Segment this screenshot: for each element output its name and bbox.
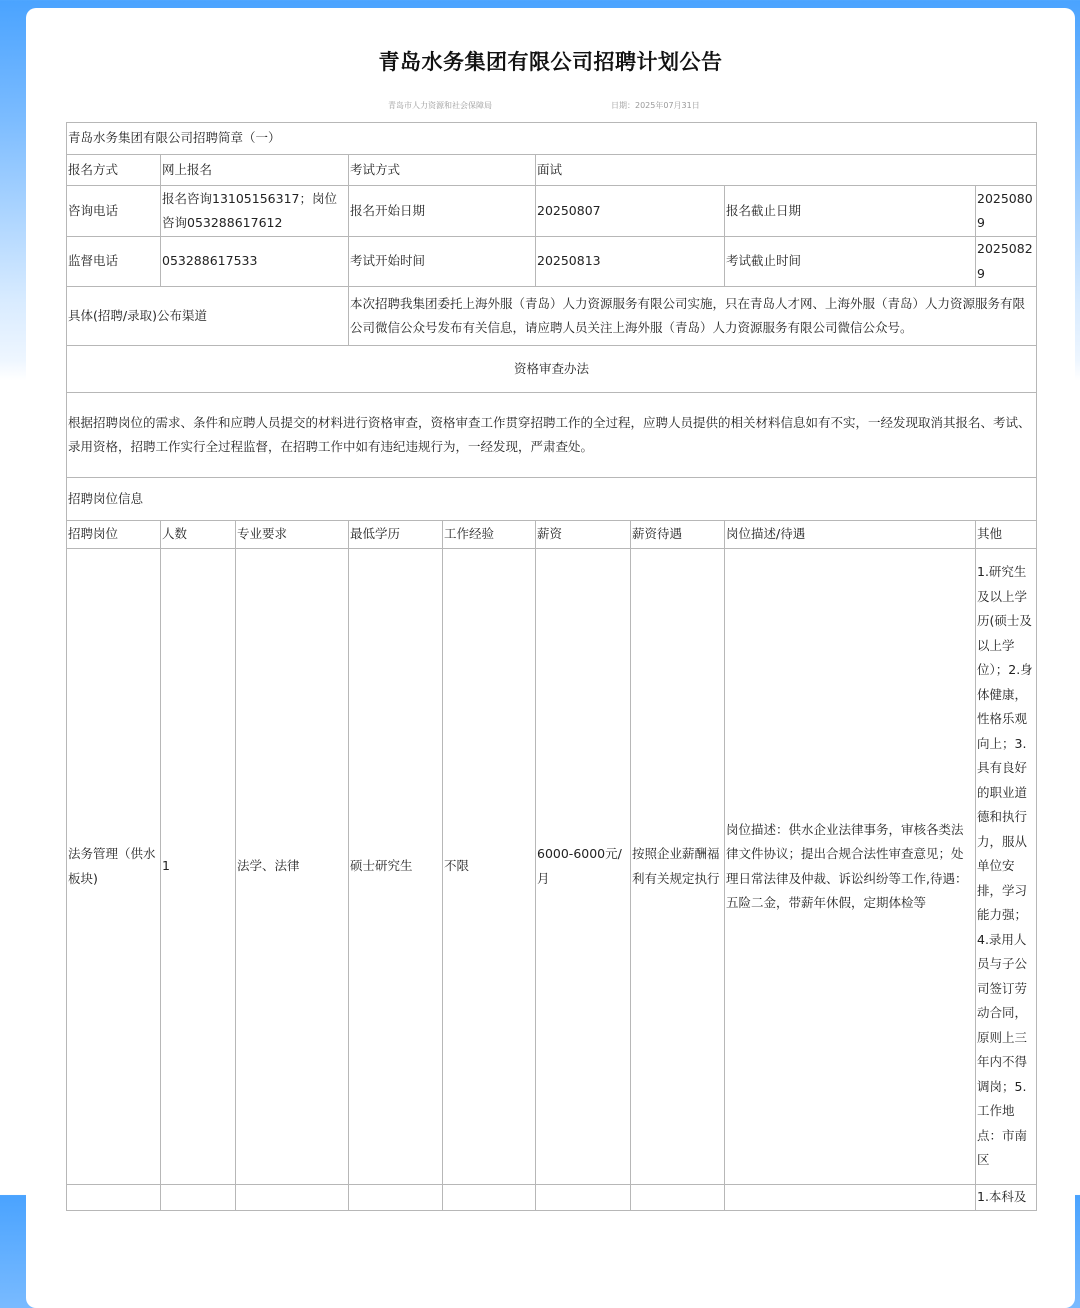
position-name: 法务管理（供水板块) xyxy=(67,549,161,1185)
exam-method-value: 面试 xyxy=(536,155,1037,186)
column-header: 最低学历 xyxy=(349,521,443,549)
page-title: 青岛水务集团有限公司招聘计划公告 xyxy=(378,50,723,74)
column-header: 岗位描述/待遇 xyxy=(725,521,976,549)
signup-end-value: 20250809 xyxy=(976,186,1037,237)
signup-start-label: 报名开始日期 xyxy=(349,186,536,237)
section-title: 青岛水务集团有限公司招聘简章（一） xyxy=(67,123,1037,155)
positions-title: 招聘岗位信息 xyxy=(67,478,1037,521)
positions-title-row xyxy=(67,478,1037,521)
signup-end-label: 报名截止日期 xyxy=(725,186,976,237)
channel-label: 具体(招聘/录取)公布渠道 xyxy=(67,287,349,346)
signup-method-label: 报名方式 xyxy=(67,155,161,186)
major-requirement xyxy=(236,1185,349,1211)
other-requirements: 1.本科及 xyxy=(976,1185,1037,1211)
exam-start-value: 20250813 xyxy=(536,237,725,287)
qualification-title: 资格审查办法 xyxy=(67,346,1037,393)
signup-method-value: 网上报名 xyxy=(161,155,349,186)
signup-row xyxy=(67,155,1037,186)
publisher-label: 青岛市人力资源和社会保障局 xyxy=(388,101,492,110)
work-experience xyxy=(443,1185,536,1211)
exam-method-label: 考试方式 xyxy=(349,155,536,186)
qualification-text: 根据招聘岗位的需求、条件和应聘人员提交的材料进行资格审查，资格审查工作贯穿招聘工作的全过程，应聘人员提供的相关材料信息如有不实，一经发现取消其报名、考试、录用资格，招聘工作实行全过程监督，在招聘工作中如有违纪违规行为，一经发现，严肃查处。 xyxy=(67,393,1037,478)
salary-benefits xyxy=(631,1185,725,1211)
exam-start-label: 考试开始时间 xyxy=(349,237,536,287)
section-title-row xyxy=(67,123,1037,155)
work-experience: 不限 xyxy=(443,549,536,1185)
other-requirements: 1.研究生及以上学历(硕士及以上学位）；2.身体健康，性格乐观向上；3.具有良好的职业道德和执行力，服从单位安排，学习能力强；4.录用人员与子公司签订劳动合同，原则上三年内不得调岗；5.工作地点：市南区 xyxy=(976,549,1037,1185)
table-row xyxy=(67,1185,1037,1211)
consult-phone-label: 咨询电话 xyxy=(67,186,161,237)
headcount: 1 xyxy=(161,549,236,1185)
channel-value: 本次招聘我集团委托上海外服（青岛）人力资源服务有限公司实施，只在青岛人才网、上海外服（青岛）人力资源服务有限公司微信公众号发布有关信息，请应聘人员关注上海外服（青岛）人力资源服务有限公司微信公众号。 xyxy=(349,287,1037,346)
salary xyxy=(536,1185,631,1211)
column-header: 人数 xyxy=(161,521,236,549)
consult-row xyxy=(67,186,1037,237)
min-education xyxy=(349,1185,443,1211)
job-description xyxy=(725,1185,976,1211)
consult-phone-value: 报名咨询13105156317；岗位咨询053288617612 xyxy=(161,186,349,237)
exam-end-value: 20250829 xyxy=(976,237,1037,287)
recruitment-table xyxy=(66,122,1037,1211)
min-education: 硕士研究生 xyxy=(349,549,443,1185)
column-header: 其他 xyxy=(976,521,1037,549)
exam-end-label: 考试截止时间 xyxy=(725,237,976,287)
channel-row xyxy=(67,287,1037,346)
headcount xyxy=(161,1185,236,1211)
supervise-row xyxy=(67,237,1037,287)
document-card xyxy=(26,8,1075,1308)
job-description: 岗位描述：供水企业法律事务，审核各类法律文件协议；提出合规合法性审查意见；处理日常法律及仲裁、诉讼纠纷等工作,待遇：五险二金，带薪年休假，定期体检等 xyxy=(725,549,976,1185)
column-header: 招聘岗位 xyxy=(67,521,161,549)
major-requirement: 法学、法律 xyxy=(236,549,349,1185)
signup-start-value: 20250807 xyxy=(536,186,725,237)
salary: 6000-6000元/月 xyxy=(536,549,631,1185)
table-header-row xyxy=(67,521,1037,549)
table-row xyxy=(67,549,1037,1185)
publish-date: 日期：2025年07月31日 xyxy=(611,101,700,110)
position-name xyxy=(67,1185,161,1211)
supervise-phone-value: 053288617533 xyxy=(161,237,349,287)
column-header: 专业要求 xyxy=(236,521,349,549)
column-header: 薪资待遇 xyxy=(631,521,725,549)
salary-benefits: 按照企业薪酬福利有关规定执行 xyxy=(631,549,725,1185)
qualification-text-row xyxy=(67,393,1037,478)
qualification-title-row xyxy=(67,346,1037,393)
column-header: 工作经验 xyxy=(443,521,536,549)
supervise-phone-label: 监督电话 xyxy=(67,237,161,287)
column-header: 薪资 xyxy=(536,521,631,549)
